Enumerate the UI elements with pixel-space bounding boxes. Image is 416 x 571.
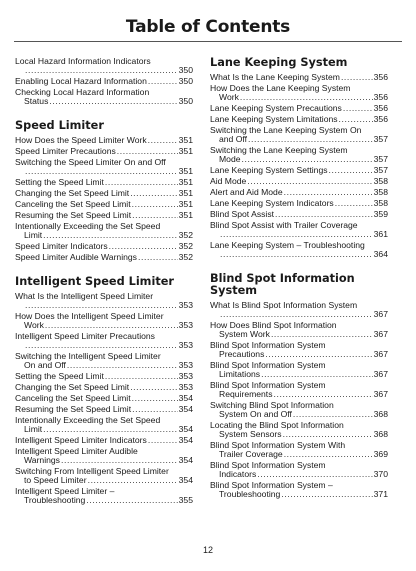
dot-leader bbox=[61, 456, 178, 465]
toc-entry[interactable] bbox=[210, 188, 388, 197]
toc-entry-title: Intelligent Speed Limiter Precautions bbox=[15, 331, 155, 341]
dot-leader bbox=[86, 496, 177, 505]
toc-entry[interactable] bbox=[15, 178, 193, 187]
toc-entry-leader-line bbox=[210, 135, 388, 144]
toc-page-number: 357 bbox=[373, 154, 388, 164]
dot-leader bbox=[138, 253, 178, 262]
toc-page-number: 353 bbox=[178, 371, 193, 381]
toc-column-left bbox=[15, 52, 193, 507]
toc-page-number: 370 bbox=[373, 469, 388, 479]
toc-entry[interactable] bbox=[15, 136, 193, 145]
toc-entry-leader-line bbox=[15, 321, 193, 330]
toc-page-number: 367 bbox=[373, 389, 388, 399]
toc-page-number: 351 bbox=[178, 210, 193, 220]
toc-page-number: 350 bbox=[178, 96, 193, 106]
dot-leader bbox=[130, 189, 177, 198]
toc-page-number: 367 bbox=[373, 329, 388, 339]
toc-entry-title: Speed Limiter Audible Warnings bbox=[15, 252, 137, 262]
toc-entry[interactable] bbox=[15, 88, 193, 106]
toc-page-number: 351 bbox=[178, 199, 193, 209]
toc-entry[interactable] bbox=[210, 381, 388, 399]
toc-page-number: 356 bbox=[373, 92, 388, 102]
toc-entry-leader-line bbox=[210, 390, 388, 399]
toc-entry-leader-line bbox=[15, 66, 193, 75]
dot-leader bbox=[329, 166, 373, 175]
dot-leader bbox=[117, 147, 178, 156]
toc-page-number: 353 bbox=[178, 300, 193, 310]
dot-leader bbox=[132, 211, 178, 220]
dot-leader bbox=[275, 210, 373, 219]
toc-entry[interactable] bbox=[210, 221, 388, 239]
toc-page-number: 369 bbox=[373, 449, 388, 459]
toc-entry[interactable] bbox=[210, 441, 388, 459]
toc-page-number: 352 bbox=[178, 241, 193, 251]
toc-entry-title: Blind Spot Information System – bbox=[210, 480, 333, 490]
toc-entry[interactable] bbox=[210, 461, 388, 479]
toc-entry-title: Checking Local Hazard Information bbox=[15, 87, 150, 97]
toc-entry-leader-line bbox=[210, 104, 388, 113]
toc-page-number: 367 bbox=[373, 349, 388, 359]
toc-page-number: 371 bbox=[373, 489, 388, 499]
toc-entry-leader-line bbox=[15, 77, 193, 86]
toc-entry-leader-line bbox=[15, 97, 193, 106]
toc-entry[interactable] bbox=[15, 312, 193, 330]
toc-column-right bbox=[210, 52, 388, 501]
toc-entry-title: Switching the Intelligent Speed Limiter bbox=[15, 351, 161, 361]
toc-entry-title: Changing the Set Speed Limit bbox=[15, 382, 130, 392]
dot-leader bbox=[49, 97, 177, 106]
toc-entry-title: How Does the Lane Keeping System bbox=[210, 83, 351, 93]
toc-entry[interactable] bbox=[210, 199, 388, 208]
dot-leader bbox=[242, 155, 373, 164]
toc-entry-title: Lane Keeping System Limitations bbox=[210, 114, 338, 124]
dot-leader bbox=[67, 361, 178, 370]
toc-entry[interactable] bbox=[15, 352, 193, 370]
toc-page-number: 352 bbox=[178, 230, 193, 240]
toc-entry-title-continued: System Work bbox=[219, 329, 270, 339]
toc-entry-title: Alert and Aid Mode bbox=[210, 187, 283, 197]
toc-entry-title: Blind Spot Information System With bbox=[210, 440, 346, 450]
toc-entry-title-continued: to Speed Limiter bbox=[24, 475, 87, 485]
dot-leader bbox=[220, 310, 373, 319]
toc-entry-title-continued: Limitations bbox=[219, 369, 261, 379]
toc-entry[interactable] bbox=[15, 242, 193, 251]
toc-entry[interactable] bbox=[210, 421, 388, 439]
toc-entry-leader-line bbox=[210, 370, 388, 379]
toc-entry-leader-line bbox=[210, 470, 388, 479]
toc-page-number: 353 bbox=[178, 360, 193, 370]
dot-leader bbox=[220, 250, 373, 259]
toc-page-number: 350 bbox=[178, 65, 193, 75]
dot-leader bbox=[132, 405, 178, 414]
toc-page-number: 358 bbox=[373, 198, 388, 208]
page-number: 12 bbox=[202, 545, 213, 555]
toc-entry-leader-line bbox=[15, 476, 193, 485]
dot-leader bbox=[45, 321, 178, 330]
toc-entry[interactable] bbox=[210, 210, 388, 219]
toc-entry-leader-line bbox=[15, 341, 193, 350]
toc-entry-leader-line bbox=[15, 436, 193, 445]
toc-entry-leader-line bbox=[15, 211, 193, 220]
toc-entry[interactable] bbox=[15, 372, 193, 381]
toc-entry-leader-line bbox=[210, 450, 388, 459]
dot-leader bbox=[88, 476, 178, 485]
toc-entry[interactable] bbox=[15, 416, 193, 434]
toc-entry[interactable] bbox=[210, 321, 388, 339]
toc-entry-title: Lane Keeping System Indicators bbox=[210, 198, 334, 208]
dot-leader bbox=[271, 330, 373, 339]
toc-entry[interactable] bbox=[15, 487, 193, 505]
page-title: Table of Contents bbox=[125, 17, 291, 37]
toc-entry-title-continued: Limit bbox=[24, 230, 43, 240]
toc-entry-title: What Is the Intelligent Speed Limiter bbox=[15, 291, 154, 301]
toc-entry-leader-line bbox=[210, 115, 388, 124]
toc-entry[interactable] bbox=[15, 189, 193, 198]
toc-page-number: 351 bbox=[178, 135, 193, 145]
toc-entry[interactable] bbox=[210, 481, 388, 499]
toc-page-number: 357 bbox=[373, 134, 388, 144]
dot-leader bbox=[25, 341, 178, 350]
toc-entry-title-continued: System On and Off bbox=[219, 409, 292, 419]
toc-entry-title-continued: Trailer Coverage bbox=[219, 449, 283, 459]
toc-page-number: 361 bbox=[373, 229, 388, 239]
toc-entry-title: Local Hazard Information Indicators bbox=[15, 56, 151, 66]
toc-entry[interactable] bbox=[210, 146, 388, 164]
toc-entry-title-continued: System Sensors bbox=[219, 429, 282, 439]
toc-entry-title-continued: Precautions bbox=[219, 349, 265, 359]
toc-entry[interactable] bbox=[15, 57, 193, 75]
toc-page-number: 351 bbox=[178, 188, 193, 198]
toc-entry-leader-line bbox=[15, 496, 193, 505]
toc-entry-title: Switching the Speed Limiter On and Off bbox=[15, 157, 166, 167]
dot-leader bbox=[148, 77, 178, 86]
toc-entry-title: Switching From Intelligent Speed Limiter bbox=[15, 466, 169, 476]
toc-entry-title: How Does the Intelligent Speed Limiter bbox=[15, 311, 164, 321]
toc-entry-title: What Is Blind Spot Information System bbox=[210, 300, 358, 310]
toc-page-number: 353 bbox=[178, 340, 193, 350]
toc-page-number: 368 bbox=[373, 429, 388, 439]
section-heading: Lane Keeping System bbox=[210, 56, 348, 69]
toc-entry-leader-line bbox=[210, 155, 388, 164]
toc-entry-leader-line bbox=[210, 210, 388, 219]
dot-leader bbox=[43, 425, 178, 434]
toc-entry-title: Resuming the Set Speed Limit bbox=[15, 404, 132, 414]
toc-entry-leader-line bbox=[210, 310, 388, 319]
toc-entry-title-continued: Warnings bbox=[24, 455, 60, 465]
toc-page-number: 357 bbox=[373, 165, 388, 175]
toc-entry-title: Switching the Lane Keeping System On bbox=[210, 125, 362, 135]
toc-page-number: 354 bbox=[178, 475, 193, 485]
toc-entry[interactable] bbox=[210, 84, 388, 102]
toc-entry-leader-line bbox=[210, 430, 388, 439]
toc-entry-title: Resuming the Set Speed Limit bbox=[15, 210, 132, 220]
toc-entry-title: How Does Blind Spot Information bbox=[210, 320, 337, 330]
toc-page-number: 367 bbox=[373, 309, 388, 319]
toc-entry[interactable] bbox=[210, 241, 388, 259]
toc-entry-title: Speed Limiter Precautions bbox=[15, 146, 116, 156]
toc-entry-title: Speed Limiter Indicators bbox=[15, 241, 108, 251]
toc-entry-leader-line bbox=[15, 200, 193, 209]
dot-leader bbox=[339, 115, 373, 124]
toc-entry-title: How Does the Speed Limiter Work bbox=[15, 135, 147, 145]
toc-entry-title: Canceling the Set Speed Limit bbox=[15, 199, 131, 209]
toc-entry-leader-line bbox=[210, 250, 388, 259]
toc-entry-leader-line bbox=[210, 410, 388, 419]
toc-entry-title-continued: Troubleshooting bbox=[24, 495, 86, 505]
section-heading: Blind Spot Information System bbox=[210, 272, 355, 297]
toc-entry-title: Switching Blind Spot Information bbox=[210, 400, 334, 410]
toc-page-number: 356 bbox=[373, 103, 388, 113]
toc-entry[interactable] bbox=[210, 126, 388, 144]
dot-leader bbox=[248, 135, 373, 144]
toc-entry-title-continued: Status bbox=[24, 96, 49, 106]
toc-entry-title: Intelligent Speed Limiter Audible bbox=[15, 446, 138, 456]
toc-page-number: 350 bbox=[178, 76, 193, 86]
toc-entry-title: Lane Keeping System Precautions bbox=[210, 103, 342, 113]
toc-entry-title: What Is the Lane Keeping System bbox=[210, 72, 340, 82]
dot-leader bbox=[274, 390, 373, 399]
toc-entry[interactable] bbox=[15, 77, 193, 86]
title-divider bbox=[14, 41, 402, 42]
toc-page-number: 351 bbox=[178, 166, 193, 176]
dot-leader bbox=[25, 66, 178, 75]
toc-entry-title: Setting the Speed Limit bbox=[15, 177, 104, 187]
toc-page-number: 351 bbox=[178, 146, 193, 156]
toc-entry-leader-line bbox=[15, 372, 193, 381]
toc-entry[interactable] bbox=[210, 166, 388, 175]
toc-entry-leader-line bbox=[15, 253, 193, 262]
toc-entry-title: Setting the Speed Limit bbox=[15, 371, 104, 381]
toc-entry-leader-line bbox=[15, 231, 193, 240]
toc-entry-leader-line bbox=[15, 394, 193, 403]
toc-entry[interactable] bbox=[210, 341, 388, 359]
dot-leader bbox=[293, 410, 373, 419]
dot-leader bbox=[265, 350, 372, 359]
toc-entry[interactable] bbox=[210, 115, 388, 124]
toc-page-number: 356 bbox=[373, 72, 388, 82]
toc-page-number: 356 bbox=[373, 114, 388, 124]
toc-entry-leader-line bbox=[15, 425, 193, 434]
dot-leader bbox=[25, 301, 178, 310]
toc-entry-title: Blind Spot Information System bbox=[210, 380, 326, 390]
toc-entry-leader-line bbox=[210, 199, 388, 208]
toc-page-number: 359 bbox=[373, 209, 388, 219]
toc-entry-leader-line bbox=[210, 177, 388, 186]
toc-entry-title-continued: and Off bbox=[219, 134, 248, 144]
toc-entry-title-continued: On and Off bbox=[24, 360, 66, 370]
toc-entry[interactable] bbox=[210, 73, 388, 82]
dot-leader bbox=[281, 490, 372, 499]
toc-entry-title-continued: Indicators bbox=[219, 469, 257, 479]
toc-entry[interactable] bbox=[15, 222, 193, 240]
toc-entry[interactable] bbox=[15, 394, 193, 403]
dot-leader bbox=[105, 178, 178, 187]
dot-leader bbox=[335, 199, 373, 208]
toc-entry[interactable] bbox=[210, 401, 388, 419]
toc-entry-title: Intelligent Speed Limiter – bbox=[15, 486, 115, 496]
toc-entry[interactable] bbox=[15, 383, 193, 392]
toc-entry[interactable] bbox=[15, 292, 193, 310]
toc-entry-leader-line bbox=[15, 361, 193, 370]
toc-page-number: 353 bbox=[178, 382, 193, 392]
dot-leader bbox=[261, 370, 373, 379]
toc-entry-leader-line bbox=[210, 93, 388, 102]
dot-leader bbox=[257, 470, 372, 479]
toc-entry[interactable] bbox=[15, 436, 193, 445]
toc-entry-title-continued: Troubleshooting bbox=[219, 489, 281, 499]
dot-leader bbox=[240, 93, 373, 102]
toc-entry-title: Lane Keeping System – Troubleshooting bbox=[210, 240, 365, 250]
toc-entry-title: Enabling Local Hazard Information bbox=[15, 76, 147, 86]
toc-page-number: 364 bbox=[373, 249, 388, 259]
dot-leader bbox=[130, 383, 177, 392]
toc-entry-leader-line bbox=[15, 301, 193, 310]
toc-entry-title: Aid Mode bbox=[210, 176, 247, 186]
toc-page-number: 358 bbox=[373, 187, 388, 197]
toc-entry-leader-line bbox=[15, 167, 193, 176]
toc-page-number: 351 bbox=[178, 177, 193, 187]
dot-leader bbox=[247, 177, 372, 186]
toc-entry-title: Changing the Set Speed Limit bbox=[15, 188, 130, 198]
dot-leader bbox=[132, 394, 178, 403]
toc-entry-title: Lane Keeping System Settings bbox=[210, 165, 328, 175]
toc-page-number: 354 bbox=[178, 404, 193, 414]
dot-leader bbox=[43, 231, 178, 240]
toc-entry-title: Intentionally Exceeding the Set Speed bbox=[15, 221, 161, 231]
toc-entry-leader-line bbox=[15, 189, 193, 198]
toc-entry-leader-line bbox=[210, 490, 388, 499]
toc-entry-title: Canceling the Set Speed Limit bbox=[15, 393, 131, 403]
toc-page-number: 354 bbox=[178, 435, 193, 445]
toc-entry[interactable] bbox=[15, 332, 193, 350]
toc-entry[interactable] bbox=[15, 467, 193, 485]
toc-entry-leader-line bbox=[210, 330, 388, 339]
toc-entry[interactable] bbox=[210, 104, 388, 113]
toc-entry-leader-line bbox=[15, 405, 193, 414]
toc-entry-title: Locating the Blind Spot Information bbox=[210, 420, 344, 430]
toc-entry-title-continued: Work bbox=[219, 92, 239, 102]
toc-entry-title: Intentionally Exceeding the Set Speed bbox=[15, 415, 161, 425]
toc-entry-leader-line bbox=[210, 166, 388, 175]
toc-entry-title-continued: Requirements bbox=[219, 389, 273, 399]
section-heading: Speed Limiter bbox=[15, 119, 104, 132]
dot-leader bbox=[25, 167, 178, 176]
dot-leader bbox=[109, 242, 178, 251]
toc-page-number: 354 bbox=[178, 455, 193, 465]
toc-entry-leader-line bbox=[15, 178, 193, 187]
toc-entry-title: Intelligent Speed Limiter Indicators bbox=[15, 435, 147, 445]
toc-page-number: 355 bbox=[178, 495, 193, 505]
dot-leader bbox=[132, 200, 178, 209]
toc-entry-leader-line bbox=[210, 230, 388, 239]
toc-entry-title: Blind Spot Assist with Trailer Coverage bbox=[210, 220, 358, 230]
section-heading: Intelligent Speed Limiter bbox=[15, 275, 174, 288]
toc-page-number: 354 bbox=[178, 424, 193, 434]
toc-entry-leader-line bbox=[210, 350, 388, 359]
dot-leader bbox=[148, 136, 178, 145]
toc-entry[interactable] bbox=[15, 447, 193, 465]
toc-entry-leader-line bbox=[210, 188, 388, 197]
toc-entry-title-continued: Work bbox=[24, 320, 44, 330]
dot-leader bbox=[341, 73, 373, 82]
toc-page-number: 358 bbox=[373, 176, 388, 186]
toc-entry[interactable] bbox=[15, 158, 193, 176]
toc-entry-leader-line bbox=[15, 242, 193, 251]
toc-page-number: 368 bbox=[373, 409, 388, 419]
dot-leader bbox=[284, 188, 373, 197]
toc-entry[interactable] bbox=[210, 301, 388, 319]
toc-entry-leader-line bbox=[15, 147, 193, 156]
toc-entry-leader-line bbox=[15, 456, 193, 465]
toc-entry[interactable] bbox=[210, 177, 388, 186]
toc-entry[interactable] bbox=[210, 361, 388, 379]
toc-entry-title: Blind Spot Assist bbox=[210, 209, 275, 219]
toc-entry-leader-line bbox=[210, 73, 388, 82]
dot-leader bbox=[283, 430, 373, 439]
toc-page-number: 367 bbox=[373, 369, 388, 379]
toc-entry[interactable] bbox=[15, 253, 193, 262]
toc-entry-title: Blind Spot Information System bbox=[210, 460, 326, 470]
toc-entry-title-continued: Limit bbox=[24, 424, 43, 434]
dot-leader bbox=[148, 436, 178, 445]
dot-leader bbox=[220, 230, 373, 239]
dot-leader bbox=[284, 450, 373, 459]
toc-page-number: 353 bbox=[178, 320, 193, 330]
toc-entry-title: Blind Spot Information System bbox=[210, 360, 326, 370]
toc-entry-leader-line bbox=[15, 136, 193, 145]
toc-page-number: 352 bbox=[178, 252, 193, 262]
toc-entry[interactable] bbox=[15, 211, 193, 220]
toc-page-number: 354 bbox=[178, 393, 193, 403]
toc-entry-leader-line bbox=[15, 383, 193, 392]
toc-entry[interactable] bbox=[15, 200, 193, 209]
dot-leader bbox=[343, 104, 373, 113]
toc-entry-title: Blind Spot Information System bbox=[210, 340, 326, 350]
toc-entry[interactable] bbox=[15, 147, 193, 156]
toc-entry-title: Switching the Lane Keeping System bbox=[210, 145, 348, 155]
toc-entry-title-continued: Mode bbox=[219, 154, 241, 164]
dot-leader bbox=[105, 372, 178, 381]
toc-entry[interactable] bbox=[15, 405, 193, 414]
